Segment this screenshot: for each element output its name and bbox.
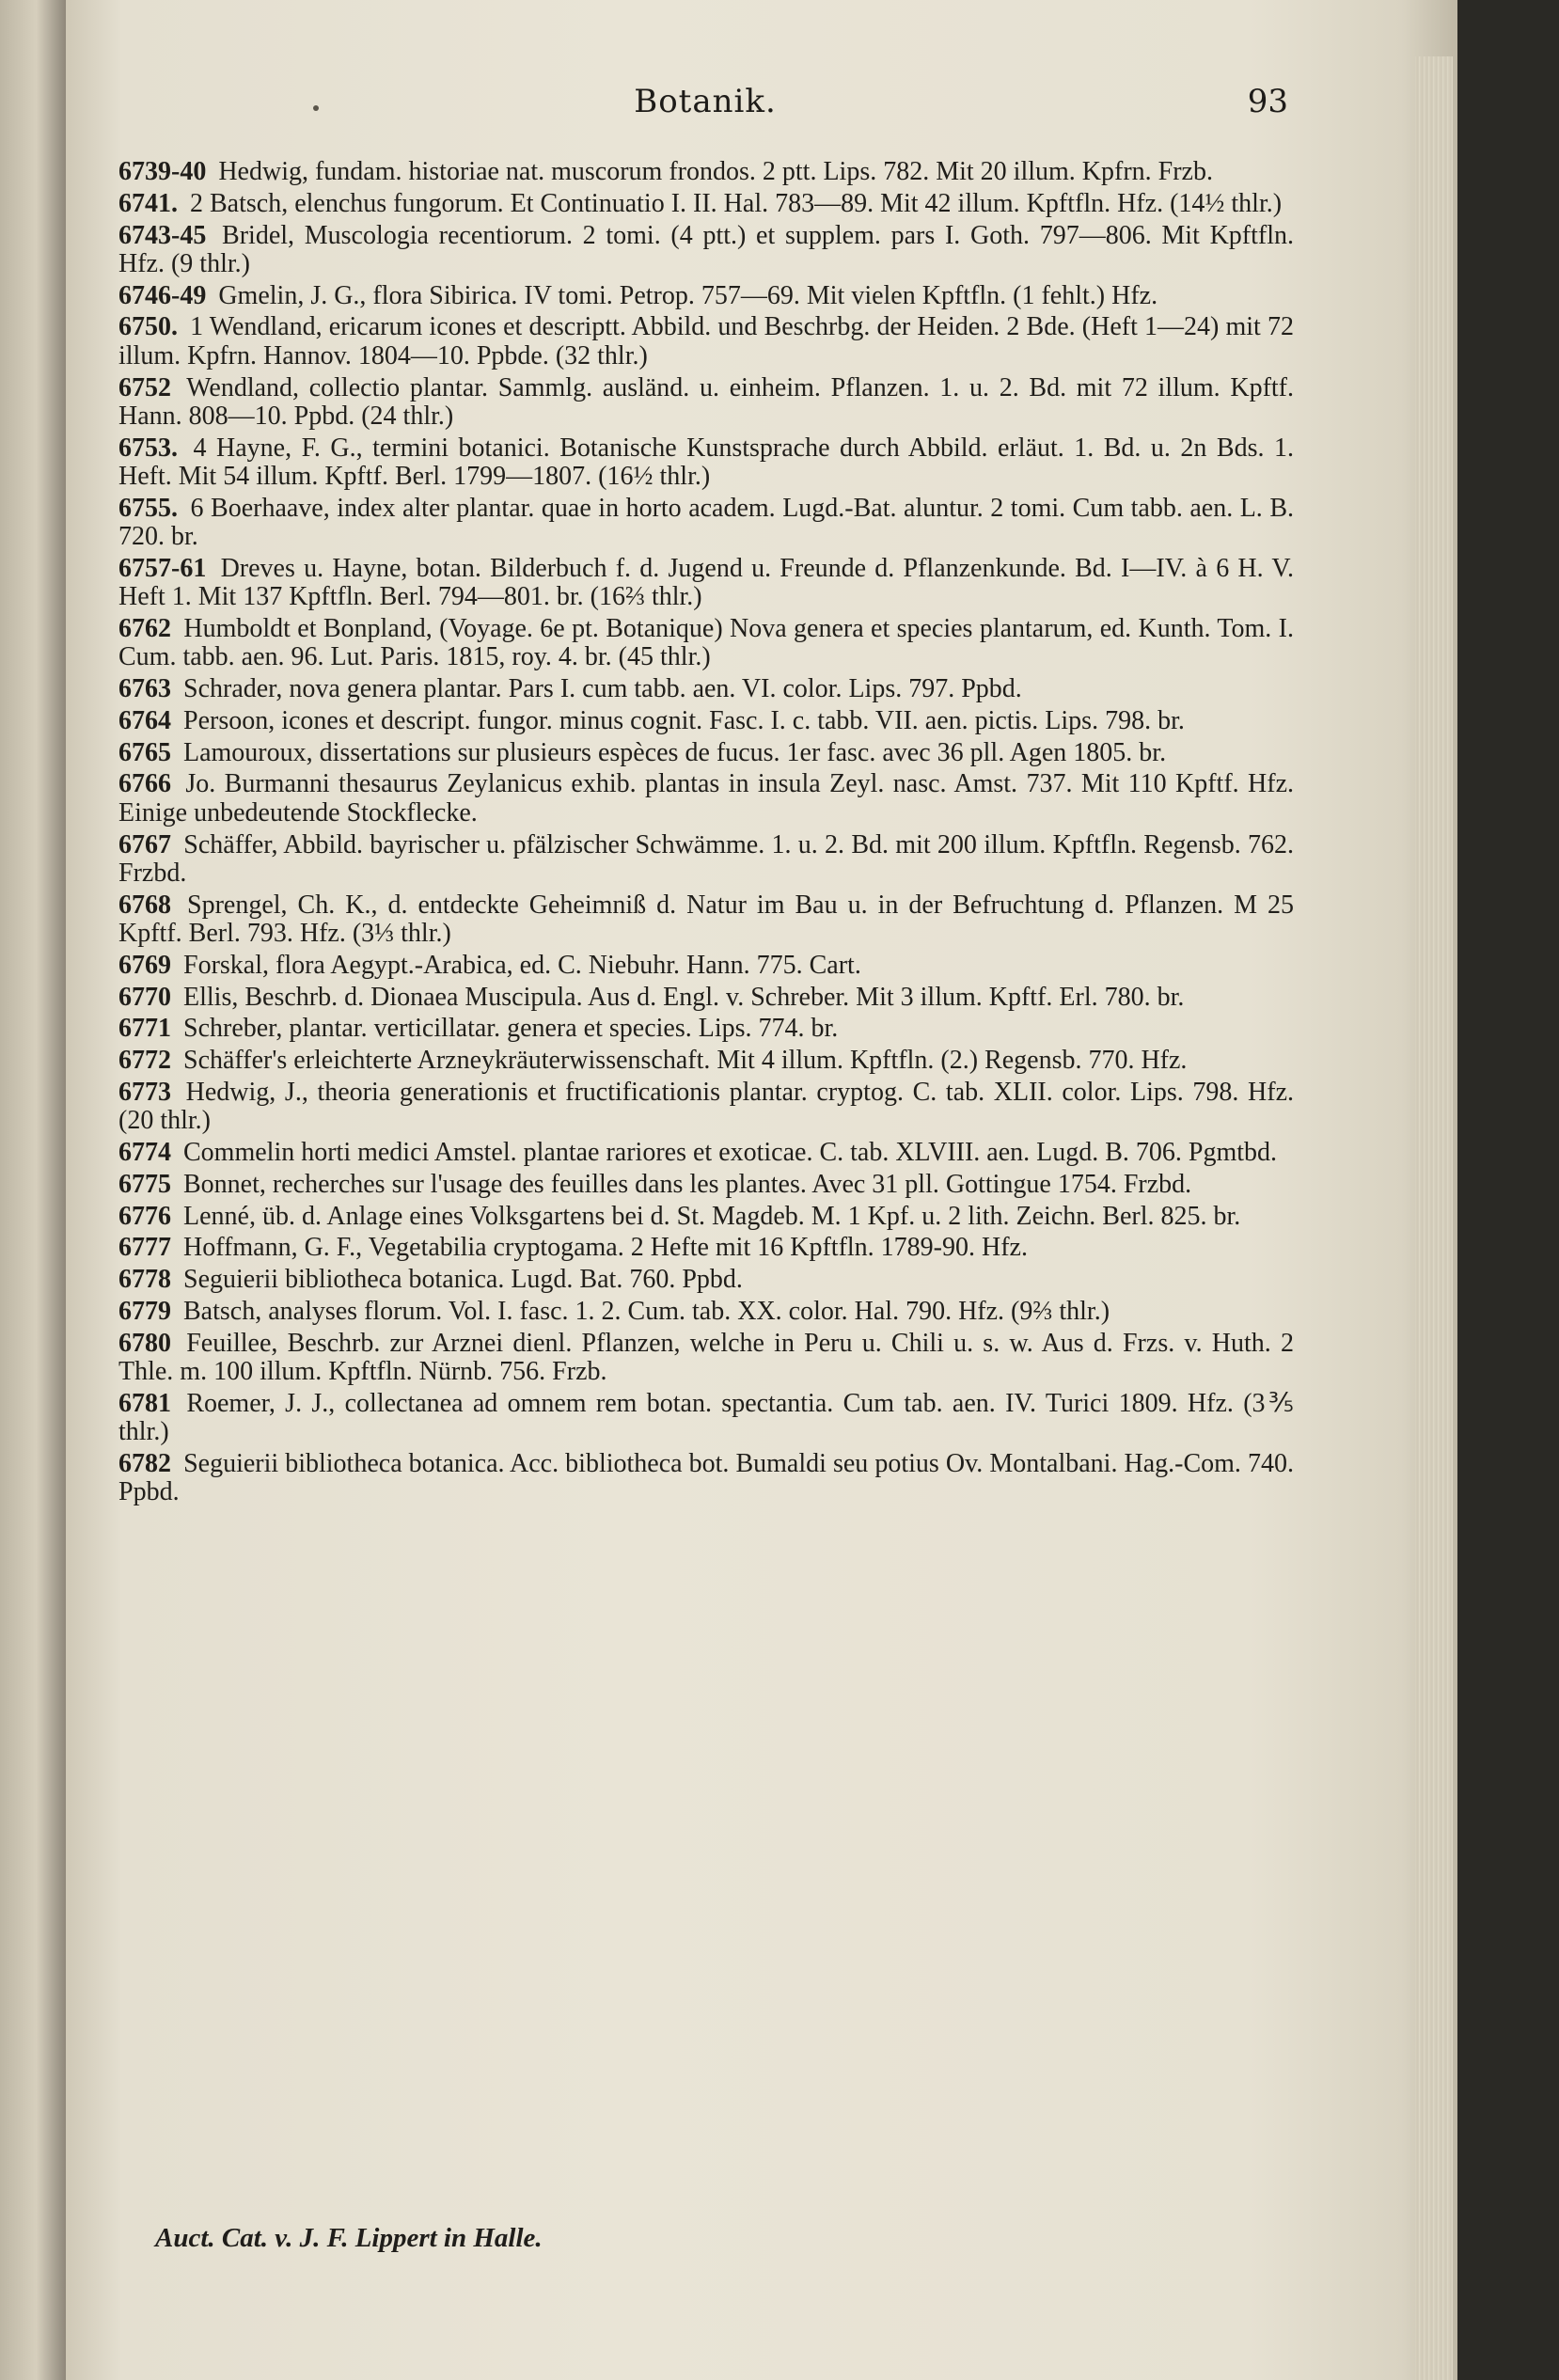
entry-number: 6775 [118, 1169, 171, 1199]
entry-number: 6780 [118, 1328, 171, 1358]
entry-text: 2 Batsch, elenchus fungorum. Et Continuatio I. II. Hal. 783—89. Mit 42 illum. Kpftfln. Hfz. (14½ thlr.) [190, 188, 1283, 218]
entry-number: 6762 [118, 613, 171, 643]
facing-page-edge [0, 0, 66, 2380]
entry-text: Jo. Burmanni thesaurus Zeylanicus exhib. plantas in insula Zeyl. nasc. Amst. 737. Mit 110 Kpftf. Hfz. Einige unbedeutende Stockflecke. [118, 769, 1295, 827]
catalogue-entry [118, 707, 1294, 735]
catalogue-entry [118, 1330, 1294, 1387]
entry-text: 1 Wendland, ericarum icones et descriptt. Abbild. und Beschrbg. der Heiden. 2 Bde. (Heft 1—24) mit 72 illum. Kpfrn. Hannov. 1804—10. Ppbde. (32 thlr.) [118, 312, 1294, 370]
entry-text: Ellis, Beschrb. d. Dionaea Muscipula. Aus d. Engl. v. Schreber. Mit 3 illum. Kpftf. Erl. 780. br. [183, 982, 1185, 1012]
entry-text: Dreves u. Hayne, botan. Bilderbuch f. d. Jugend u. Freunde d. Pflanzenkunde. Bd. I—IV. à 6 H. V. Heft 1. Mit 137 Kpftfln. Berl. 794—801. br. (16⅔ thlr.) [118, 553, 1294, 612]
catalogue-entry [118, 158, 1294, 186]
page-stack-edge [1415, 56, 1453, 2380]
entry-text: Hedwig, J., theoria generationis et fructificationis plantar. cryptog. C. tab. XLII. color. Lips. 798. Hfz. (20 thlr.) [118, 1077, 1295, 1136]
catalogue-entry [118, 374, 1294, 432]
page-number: 93 [1247, 83, 1288, 120]
entry-text: Bonnet, recherches sur l'usage des feuilles dans les plantes. Avec 31 pll. Gottingue 1754. Frzbd. [183, 1169, 1192, 1199]
entry-text: Forskal, flora Aegypt.-Arabica, ed. C. Niebuhr. Hann. 775. Cart. [183, 950, 861, 980]
catalogue-entry [118, 891, 1294, 949]
catalogue-entry [118, 1266, 1294, 1294]
catalogue-entry [118, 495, 1294, 552]
entry-number: 6782 [118, 1448, 171, 1478]
entry-number: 6776 [118, 1201, 171, 1231]
page-header [122, 83, 1288, 130]
entry-number: 6764 [118, 705, 171, 735]
entry-text: Schreber, plantar. verticillatar. genera et species. Lips. 774. br. [183, 1014, 839, 1044]
entry-text: Roemer, J. J., collectanea ad omnem rem botan. spectantia. Cum tab. aen. IV. Turici 1809. Hfz. (3⅗ thlr.) [118, 1388, 1294, 1447]
catalogue-entry [118, 1234, 1294, 1262]
catalogue-entry [118, 222, 1294, 279]
entry-number: 6777 [118, 1233, 171, 1263]
footer-note: Auct. Cat. v. J. F. Lippert in Halle. [155, 2223, 543, 2253]
entry-text: Lenné, üb. d. Anlage eines Volksgartens bei d. St. Magdeb. M. 1 Kpf. u. 2 lith. Zeichn. Berl. 825. br. [183, 1201, 1241, 1231]
entry-text: Bridel, Muscologia recentiorum. 2 tomi. (4 ptt.) et supplem. pars I. Goth. 797—806. Mit Kpftfln. Hfz. (9 thlr.) [118, 220, 1295, 278]
entry-number: 6773 [118, 1077, 171, 1107]
catalogue-entry [118, 313, 1294, 370]
catalogue-entry [118, 555, 1294, 612]
catalogue-entry [118, 1298, 1294, 1326]
entry-number: 6746-49 [118, 280, 207, 310]
catalogue-entry [118, 282, 1294, 310]
entry-number: 6750. [118, 312, 178, 342]
entry-text: Gmelin, J. G., flora Sibirica. IV tomi. Petrop. 757—69. Mit vielen Kpftfln. (1 fehlt.) Hfz. [218, 280, 1158, 310]
entry-text: Schäffer, Abbild. bayrischer u. pfälzischer Schwämme. 1. u. 2. Bd. mit 200 illum. Kpftfln. Regensb. 762. Frzbd. [118, 829, 1295, 888]
entry-text: 6 Boerhaave, index alter plantar. quae in horto academ. Lugd.-Bat. aluntur. 2 tomi. Cum tabb. aen. L. B. 720. br. [118, 493, 1294, 552]
entry-number: 6757-61 [118, 553, 207, 583]
entry-text: Commelin horti medici Amstel. plantae rariores et exoticae. C. tab. XLVIII. aen. Lugd. B. 706. Pgmtbd. [183, 1138, 1278, 1167]
entry-text: Lamouroux, dissertations sur plusieurs espèces de fucus. 1er fasc. avec 36 pll. Agen 1805. br. [183, 737, 1167, 767]
entry-text: Seguierii bibliotheca botanica. Lugd. Bat. 760. Ppbd. [183, 1265, 743, 1295]
entry-number: 6771 [118, 1014, 171, 1044]
entry-number: 6778 [118, 1265, 171, 1295]
catalogue-entry [118, 952, 1294, 980]
catalogue-entry [118, 1079, 1294, 1136]
entry-number: 6781 [118, 1388, 171, 1418]
entry-number: 6752 [118, 372, 171, 402]
entry-text: Wendland, collectio plantar. Sammlg. ausländ. u. einheim. Pflanzen. 1. u. 2. Bd. mit 72 illum. Kpftf. Hann. 808—10. Ppbd. (24 thlr.) [118, 372, 1294, 431]
catalogue-entry [118, 1171, 1294, 1199]
entry-number: 6741. [118, 188, 178, 218]
entry-text: Schäffer's erleichterte Arzneykräuterwissenschaft. Mit 4 illum. Kpftfln. (2.) Regensb. 770. Hfz. [183, 1046, 1188, 1076]
catalogue-entry [118, 739, 1294, 767]
catalogue-entry [118, 190, 1294, 218]
catalogue-entry [118, 770, 1294, 827]
background-dark [1457, 0, 1559, 2380]
catalogue-entry [118, 675, 1294, 703]
entry-number: 6774 [118, 1138, 171, 1167]
entry-number: 6743-45 [118, 220, 207, 250]
entry-text: Persoon, icones et descript. fungor. minus cognit. Fasc. I. c. tabb. VII. aen. pictis. Lips. 798. br. [183, 705, 1185, 735]
catalogue-entry [118, 434, 1294, 492]
entry-number: 6766 [118, 769, 171, 799]
entry-number: 6739-40 [118, 157, 207, 186]
entry-number: 6765 [118, 737, 171, 767]
running-title: Botanik. [634, 83, 777, 120]
catalogue-entry [118, 831, 1294, 889]
entry-text: Seguierii bibliotheca botanica. Acc. bibliotheca bot. Bumaldi seu potius Ov. Montalbani. Hag.-Com. 740. Ppbd. [118, 1448, 1294, 1507]
entry-number: 6767 [118, 829, 171, 859]
entry-text: Humboldt et Bonpland, (Voyage. 6e pt. Botanique) Nova genera et species plantarum, ed. Kunth. Tom. I. Cum. tabb. aen. 96. Lut. Paris. 1815, roy. 4. br. (45 thlr.) [118, 613, 1294, 672]
catalogue-entry [118, 984, 1294, 1012]
entry-text: Hoffmann, G. F., Vegetabilia cryptogama. 2 Hefte mit 16 Kpftfln. 1789-90. Hfz. [183, 1233, 1028, 1263]
catalogue-entry [118, 1015, 1294, 1043]
entry-text: Schrader, nova genera plantar. Pars I. cum tabb. aen. VI. color. Lips. 797. Ppbd. [183, 674, 1022, 704]
catalogue-entry [118, 1139, 1294, 1167]
entry-number: 6779 [118, 1296, 171, 1326]
catalogue-entry [118, 1047, 1294, 1075]
entry-text: Feuillee, Beschrb. zur Arznei dienl. Pflanzen, welche in Peru u. Chili u. s. w. Aus d. Frzs. v. Huth. 2 Thle. m. 100 illum. Kpftfln. Nürnb. 756. Frzb. [118, 1328, 1294, 1387]
entry-text: Sprengel, Ch. K., d. entdeckte Geheimniß d. Natur im Bau u. in der Befruchtung d. Pflanzen. M 25 Kpftf. Berl. 793. Hfz. (3⅓ thlr.) [118, 890, 1295, 948]
entry-number: 6753. [118, 433, 178, 463]
entry-number: 6772 [118, 1046, 171, 1076]
entry-text: Hedwig, fundam. historiae nat. muscorum frondos. 2 ptt. Lips. 782. Mit 20 illum. Kpfrn. Frzb. [218, 157, 1213, 186]
catalogue-entry [118, 1450, 1294, 1507]
catalogue-entry [118, 1390, 1294, 1447]
entry-number: 6768 [118, 890, 171, 920]
catalogue-entry [118, 615, 1294, 672]
entry-number: 6769 [118, 950, 171, 980]
entry-text: 4 Hayne, F. G., termini botanici. Botanische Kunstsprache durch Abbild. erläut. 1. Bd. u. 2n Bds. 1. Heft. Mit 54 illum. Kpftf. Berl. 1799—1807. (16½ thlr.) [118, 433, 1295, 491]
catalogue-entry [118, 1203, 1294, 1231]
entry-number: 6755. [118, 493, 178, 523]
entry-number: 6763 [118, 674, 171, 704]
entry-number: 6770 [118, 982, 171, 1012]
catalogue-entries [118, 158, 1294, 1510]
entry-text: Batsch, analyses florum. Vol. I. fasc. 1. 2. Cum. tab. XX. color. Hal. 790. Hfz. (9⅔ thlr.) [183, 1296, 1110, 1326]
